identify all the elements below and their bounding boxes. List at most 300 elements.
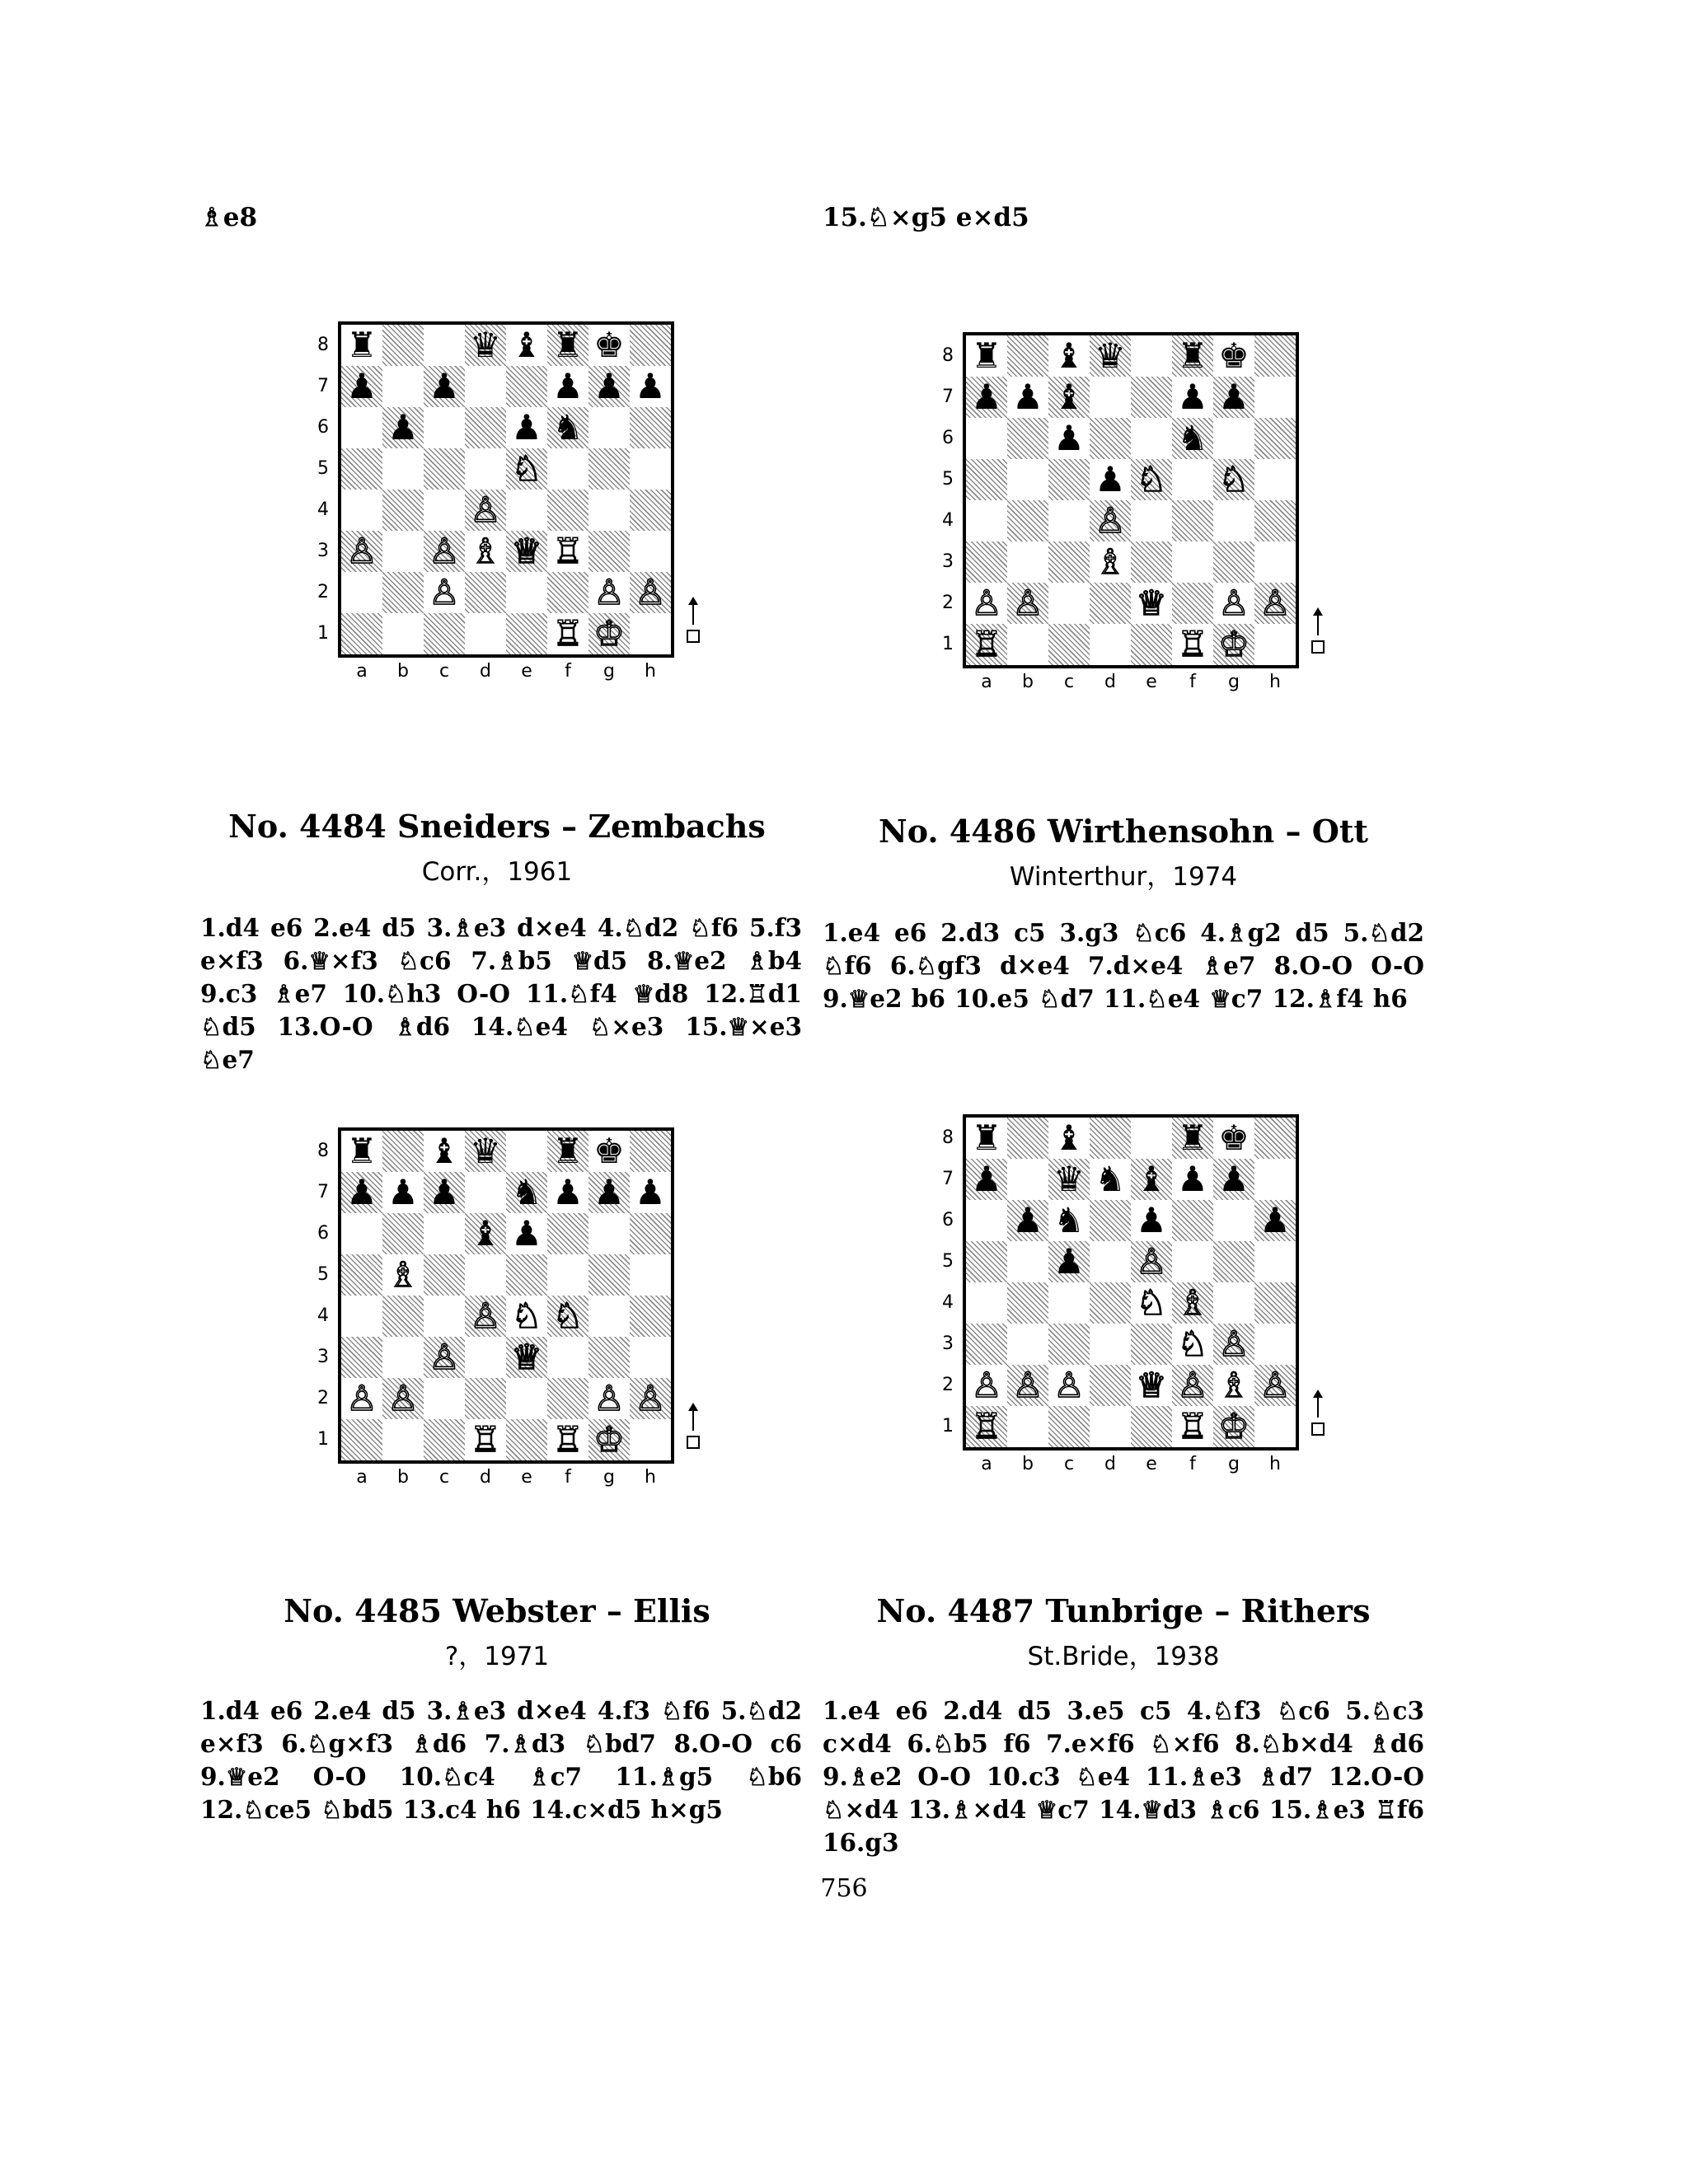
b3-square — [1007, 1324, 1048, 1365]
e5-square — [506, 1254, 547, 1296]
rank-label: 5 — [317, 458, 329, 479]
game-title-4487: No. 4487 Tunbrige – Rithers — [876, 1592, 1371, 1629]
black-rook-icon: ♜ — [1177, 335, 1208, 376]
g3-square — [1213, 541, 1254, 583]
b3-square — [382, 1337, 424, 1378]
g4-square — [1213, 1282, 1254, 1324]
e1-square — [1131, 624, 1172, 665]
f3-square — [1172, 541, 1213, 583]
black-pawn-icon: ♟ — [346, 366, 377, 406]
black-pawn-icon: ♟ — [1053, 418, 1085, 458]
g6-square — [588, 1213, 630, 1254]
black-king-icon: ♚ — [1218, 335, 1250, 376]
b7-square — [382, 366, 424, 407]
g6-square — [1213, 1200, 1254, 1241]
file-label: h — [645, 661, 656, 682]
a1-square — [341, 1419, 382, 1460]
black-pawn-icon: ♟ — [593, 1172, 625, 1212]
h6-square — [630, 1213, 671, 1254]
white-rook-icon: ♖ — [1177, 1406, 1208, 1446]
rank-label: 3 — [317, 1347, 329, 1367]
white-king-icon: ♔ — [1218, 1406, 1250, 1446]
page-number: 756 — [820, 1874, 868, 1903]
a3-square — [966, 1324, 1007, 1365]
b7-square — [1007, 1159, 1048, 1200]
rank-label: 1 — [942, 634, 954, 654]
rank-label: 4 — [942, 510, 954, 531]
f3-square — [547, 1337, 588, 1378]
rank-label: 2 — [317, 582, 329, 602]
white-queen-icon: ♕ — [511, 1337, 542, 1377]
black-knight-icon: ♞ — [1095, 1159, 1126, 1199]
white-pawn-icon: ♙ — [346, 531, 377, 571]
d6-square — [465, 407, 506, 448]
black-pawn-icon: ♟ — [1259, 1200, 1291, 1240]
rank-label: 8 — [317, 1141, 329, 1161]
d3-square — [465, 1337, 506, 1378]
white-pawn-icon: ♙ — [593, 1378, 625, 1418]
a5-square — [966, 1241, 1007, 1282]
chessboard — [338, 1127, 674, 1464]
e1-square — [506, 613, 547, 654]
g5-square — [1213, 1241, 1254, 1282]
white-rook-icon: ♖ — [552, 1419, 584, 1460]
white-rook-icon: ♖ — [552, 531, 584, 571]
g4-square — [1213, 500, 1254, 541]
c1-square — [1048, 1406, 1090, 1447]
white-rook-icon: ♖ — [1177, 624, 1208, 664]
white-pawn-icon: ♙ — [429, 572, 460, 612]
continuation-move-left: ♗e8 — [200, 203, 258, 232]
black-rook-icon: ♜ — [346, 1131, 377, 1171]
e8-square — [1131, 335, 1172, 377]
game-moves-4486: 1.e4 e6 2.d3 c5 3.g3 ♘c6 4.♗g2 d5 5.♘d2 ♘f6 6.♘gf3 d×e4 7.d×e4 ♗e7 8.O-O O-O 9.♕e2 b6 10.e5 ♘d7 11.♘e4 ♕c7 12.♗f4 h6 — [823, 918, 1424, 1013]
white-pawn-icon: ♙ — [635, 572, 666, 612]
e8-square — [1131, 1118, 1172, 1159]
h6-square — [630, 407, 671, 448]
rank-label: 3 — [317, 541, 329, 561]
white-pawn-icon: ♙ — [635, 1378, 666, 1418]
black-rook-icon: ♜ — [346, 325, 377, 365]
d5-square — [465, 1254, 506, 1296]
e7-square — [506, 366, 547, 407]
white-pawn-icon: ♙ — [429, 1337, 460, 1377]
black-queen-icon: ♛ — [470, 1131, 501, 1171]
black-pawn-icon: ♟ — [429, 366, 460, 406]
white-knight-icon: ♘ — [1218, 459, 1250, 499]
d4-square — [1090, 1282, 1131, 1324]
a4-square — [341, 1296, 382, 1337]
chessboard — [963, 332, 1299, 668]
game-title-4486: No. 4486 Wirthensohn – Ott — [879, 813, 1368, 850]
f5-square — [1172, 459, 1213, 500]
h3-square — [630, 531, 671, 572]
b1-square — [1007, 1406, 1048, 1447]
a6-square — [966, 1200, 1007, 1241]
d5-square — [465, 448, 506, 490]
white-bishop-icon: ♗ — [1095, 541, 1126, 582]
h8-square — [630, 325, 671, 366]
file-label: c — [438, 661, 450, 682]
c6-square — [424, 1213, 465, 1254]
g4-square — [588, 490, 630, 531]
white-rook-icon: ♖ — [552, 613, 584, 654]
b8-square — [382, 325, 424, 366]
white-pawn-icon: ♙ — [1259, 1365, 1291, 1405]
b1-square — [1007, 624, 1048, 665]
c1-square — [424, 613, 465, 654]
black-bishop-icon: ♝ — [429, 1131, 460, 1171]
white-bishop-icon: ♗ — [387, 1254, 419, 1295]
file-label: h — [645, 1467, 656, 1488]
d5-square — [1090, 1241, 1131, 1282]
d7-square — [465, 1172, 506, 1213]
file-label: h — [1269, 672, 1281, 692]
b8-square — [1007, 335, 1048, 377]
white-pawn-icon: ♙ — [1218, 1324, 1250, 1364]
black-bishop-icon: ♝ — [1053, 377, 1085, 417]
file-label: e — [1146, 1454, 1157, 1474]
e8-square — [506, 1131, 547, 1172]
f4-square — [547, 490, 588, 531]
black-pawn-icon: ♟ — [387, 407, 419, 448]
e7-square — [1131, 377, 1172, 418]
b4-square — [382, 1296, 424, 1337]
c4-square — [1048, 500, 1090, 541]
file-label: a — [356, 661, 368, 682]
game-event-4486: Winterthur，1974 — [1009, 862, 1238, 892]
black-pawn-icon: ♟ — [552, 1172, 584, 1212]
c4-square — [424, 490, 465, 531]
d1-square — [465, 613, 506, 654]
black-pawn-icon: ♟ — [511, 407, 542, 448]
h4-square — [1254, 500, 1296, 541]
rank-label: 1 — [942, 1416, 954, 1436]
file-label: d — [1104, 672, 1116, 692]
c8-square — [424, 325, 465, 366]
a2-square — [341, 572, 382, 613]
rank-label: 2 — [942, 1375, 954, 1395]
h3-square — [1254, 541, 1296, 583]
rank-label: 5 — [317, 1264, 329, 1285]
white-knight-icon: ♘ — [511, 448, 542, 489]
black-pawn-icon: ♟ — [1012, 1200, 1043, 1240]
a5-square — [341, 448, 382, 490]
d7-square — [1090, 377, 1131, 418]
file-label: a — [981, 1454, 992, 1474]
black-rook-icon: ♜ — [971, 335, 1002, 376]
file-label: e — [1146, 672, 1157, 692]
f2-square — [1172, 583, 1213, 624]
white-bishop-icon: ♗ — [1218, 1365, 1250, 1405]
file-label: d — [480, 1467, 491, 1488]
c5-square — [424, 448, 465, 490]
file-label: c — [438, 1467, 450, 1488]
black-pawn-icon: ♟ — [1053, 1241, 1085, 1282]
white-pawn-icon: ♙ — [1053, 1365, 1085, 1405]
white-pawn-icon: ♙ — [1012, 583, 1043, 623]
black-queen-icon: ♛ — [1053, 1159, 1085, 1199]
h1-square — [1254, 1406, 1296, 1447]
rank-label: 1 — [317, 1429, 329, 1450]
e4-square — [1131, 500, 1172, 541]
black-rook-icon: ♜ — [1177, 1118, 1208, 1158]
b8-square — [1007, 1118, 1048, 1159]
black-bishop-icon: ♝ — [1053, 1118, 1085, 1158]
rank-label: 7 — [942, 1169, 954, 1189]
white-pawn-icon: ♙ — [1012, 1365, 1043, 1405]
a5-square — [966, 459, 1007, 500]
file-label: g — [1228, 672, 1240, 692]
file-label: b — [397, 661, 409, 682]
f5-square — [547, 448, 588, 490]
d6-square — [1090, 1200, 1131, 1241]
c3-square — [1048, 1324, 1090, 1365]
game-event-4484: Corr.，1961 — [421, 857, 573, 887]
h5-square — [630, 1254, 671, 1296]
black-knight-icon: ♞ — [1053, 1200, 1085, 1240]
white-pawn-icon: ♙ — [1218, 583, 1250, 623]
file-label: b — [1022, 1454, 1034, 1474]
white-pawn-icon: ♙ — [387, 1378, 419, 1418]
h8-square — [630, 1131, 671, 1172]
a3-square — [966, 541, 1007, 583]
e3-square — [1131, 1324, 1172, 1365]
b8-square — [382, 1131, 424, 1172]
black-rook-icon: ♜ — [552, 325, 584, 365]
h8-square — [1254, 1118, 1296, 1159]
g6-square — [1213, 418, 1254, 459]
e6-square — [1131, 418, 1172, 459]
white-knight-icon: ♘ — [1136, 1282, 1167, 1323]
black-pawn-icon: ♟ — [635, 366, 666, 406]
e3-square — [1131, 541, 1172, 583]
black-knight-icon: ♞ — [552, 407, 584, 448]
file-label: g — [1228, 1454, 1240, 1474]
rank-label: 7 — [317, 376, 329, 396]
c1-square — [424, 1419, 465, 1460]
white-to-move-icon — [1311, 1394, 1327, 1444]
white-bishop-icon: ♗ — [470, 531, 501, 571]
c5-square — [424, 1254, 465, 1296]
d3-square — [1090, 1324, 1131, 1365]
black-pawn-icon: ♟ — [552, 366, 584, 406]
c3-square — [1048, 541, 1090, 583]
file-label: a — [356, 1467, 368, 1488]
file-label: f — [565, 1467, 571, 1488]
file-label: c — [1063, 1454, 1075, 1474]
b4-square — [1007, 1282, 1048, 1324]
black-pawn-icon: ♟ — [1218, 1159, 1250, 1199]
h4-square — [630, 490, 671, 531]
c2-square — [424, 1378, 465, 1419]
rank-label: 3 — [942, 551, 954, 572]
white-rook-icon: ♖ — [971, 1406, 1002, 1446]
game-moves-4487: 1.e4 e6 2.d4 d5 3.e5 c5 4.♘f3 ♘c6 5.♘c3 c×d4 6.♘b5 f6 7.e×f6 ♘×f6 8.♘b×d4 ♗d6 9.♗e2 O-O 10.c3 ♘e4 11.♗e3 ♗d7 12.O-O ♘×d4 13.♗×d4 ♕c7 14.♕d3 ♗c6 15.♗e3 ♖f6 16.g3 — [823, 1696, 1424, 1857]
black-pawn-icon: ♟ — [429, 1172, 460, 1212]
file-label: e — [521, 1467, 532, 1488]
a6-square — [341, 1213, 382, 1254]
h5-square — [1254, 459, 1296, 500]
chessboard — [338, 321, 674, 658]
rank-label: 6 — [942, 428, 954, 448]
d2-square — [465, 1378, 506, 1419]
file-label: f — [565, 661, 571, 682]
rank-label: 5 — [942, 469, 954, 490]
a4-square — [966, 500, 1007, 541]
d1-square — [1090, 624, 1131, 665]
g4-square — [588, 1296, 630, 1337]
black-queen-icon: ♛ — [470, 325, 501, 365]
h4-square — [1254, 1282, 1296, 1324]
e4-square — [506, 490, 547, 531]
black-pawn-icon: ♟ — [971, 1159, 1002, 1199]
f6-square — [1172, 1200, 1213, 1241]
b3-square — [1007, 541, 1048, 583]
game-moves-4484: 1.d4 e6 2.e4 d5 3.♗e3 d×e4 4.♘d2 ♘f6 5.f3 e×f3 6.♕×f3 ♘c6 7.♗b5 ♕d5 8.♕e2 ♗b4 9.c3 ♗e7 10.♘h3 O-O 11.♘f4 ♕d8 12.♖d1 ♘d5 13.O-O ♗d6 14.♘e4 ♘×e3 15.♕×e3 ♘e7 — [200, 913, 802, 1074]
h3-square — [630, 1337, 671, 1378]
f5-square — [1172, 1241, 1213, 1282]
file-label: a — [981, 672, 992, 692]
black-king-icon: ♚ — [593, 325, 625, 365]
file-label: e — [521, 661, 532, 682]
g6-square — [588, 407, 630, 448]
white-rook-icon: ♖ — [470, 1419, 501, 1460]
f2-square — [547, 1378, 588, 1419]
a3-square — [341, 1337, 382, 1378]
e1-square — [506, 1419, 547, 1460]
g5-square — [588, 1254, 630, 1296]
g3-square — [588, 1337, 630, 1378]
black-pawn-icon: ♟ — [971, 377, 1002, 417]
rank-label: 4 — [317, 1305, 329, 1326]
g5-square — [588, 448, 630, 490]
black-pawn-icon: ♟ — [387, 1172, 419, 1212]
file-label: b — [397, 1467, 409, 1488]
white-pawn-icon: ♙ — [1095, 500, 1126, 541]
black-rook-icon: ♜ — [552, 1131, 584, 1171]
black-pawn-icon: ♟ — [1012, 377, 1043, 417]
white-knight-icon: ♘ — [511, 1296, 542, 1336]
b6-square — [1007, 418, 1048, 459]
d6-square — [1090, 418, 1131, 459]
black-knight-icon: ♞ — [1177, 418, 1208, 458]
black-pawn-icon: ♟ — [1177, 1159, 1208, 1199]
rank-label: 4 — [317, 499, 329, 520]
white-pawn-icon: ♙ — [971, 1365, 1002, 1405]
white-pawn-icon: ♙ — [470, 490, 501, 530]
d1-square — [1090, 1406, 1131, 1447]
white-king-icon: ♔ — [593, 1419, 625, 1460]
a1-square — [341, 613, 382, 654]
white-knight-icon: ♘ — [1136, 459, 1167, 499]
rank-label: 8 — [317, 335, 329, 355]
file-label: f — [1189, 1454, 1196, 1474]
white-pawn-icon: ♙ — [593, 572, 625, 612]
b6-square — [382, 1213, 424, 1254]
continuation-move-right: 15.♘×g5 e×d5 — [823, 203, 1029, 232]
c5-square — [1048, 459, 1090, 500]
white-pawn-icon: ♙ — [429, 531, 460, 571]
c4-square — [424, 1296, 465, 1337]
a6-square — [966, 418, 1007, 459]
h1-square — [630, 1419, 671, 1460]
rank-label: 2 — [942, 593, 954, 613]
black-pawn-icon: ♟ — [346, 1172, 377, 1212]
white-knight-icon: ♘ — [552, 1296, 584, 1336]
d7-square — [465, 366, 506, 407]
h3-square — [1254, 1324, 1296, 1365]
black-knight-icon: ♞ — [511, 1172, 542, 1212]
white-queen-icon: ♕ — [1136, 583, 1167, 623]
h5-square — [1254, 1241, 1296, 1282]
black-rook-icon: ♜ — [971, 1118, 1002, 1158]
file-label: g — [603, 661, 615, 682]
white-rook-icon: ♖ — [971, 624, 1002, 664]
black-bishop-icon: ♝ — [470, 1213, 501, 1254]
rank-label: 1 — [317, 623, 329, 644]
a4-square — [341, 490, 382, 531]
a5-square — [341, 1254, 382, 1296]
d2-square — [1090, 583, 1131, 624]
rank-label: 8 — [942, 1127, 954, 1148]
game-event-4485: ?，1971 — [444, 1642, 550, 1671]
h4-square — [630, 1296, 671, 1337]
white-king-icon: ♔ — [593, 613, 625, 654]
black-queen-icon: ♛ — [1095, 335, 1126, 376]
h5-square — [630, 448, 671, 490]
b2-square — [382, 572, 424, 613]
white-to-move-icon — [1311, 612, 1327, 662]
b4-square — [382, 490, 424, 531]
game-event-4487: St.Bride，1938 — [1027, 1642, 1220, 1671]
black-pawn-icon: ♟ — [593, 366, 625, 406]
rank-label: 6 — [317, 417, 329, 438]
file-label: c — [1063, 672, 1075, 692]
b1-square — [382, 1419, 424, 1460]
white-pawn-icon: ♙ — [1177, 1365, 1208, 1405]
file-label: f — [1189, 672, 1196, 692]
white-pawn-icon: ♙ — [1136, 1241, 1167, 1282]
e1-square — [1131, 1406, 1172, 1447]
h1-square — [1254, 624, 1296, 665]
white-bishop-icon: ♗ — [1177, 1282, 1208, 1323]
rank-label: 3 — [942, 1333, 954, 1354]
rank-label: 8 — [942, 345, 954, 366]
h6-square — [1254, 418, 1296, 459]
rank-label: 7 — [317, 1182, 329, 1202]
b5-square — [1007, 1241, 1048, 1282]
white-queen-icon: ♕ — [1136, 1365, 1167, 1405]
rank-label: 6 — [317, 1223, 329, 1244]
white-queen-icon: ♕ — [511, 531, 542, 571]
game-title-4485: No. 4485 Webster – Ellis — [284, 1592, 710, 1629]
white-pawn-icon: ♙ — [971, 583, 1002, 623]
file-label: d — [1104, 1454, 1116, 1474]
black-pawn-icon: ♟ — [1136, 1200, 1167, 1240]
f2-square — [547, 572, 588, 613]
game-moves-4485: 1.d4 e6 2.e4 d5 3.♗e3 d×e4 4.f3 ♘f6 5.♘d2 e×f3 6.♘g×f3 ♗d6 7.♗d3 ♘bd7 8.O-O c6 9.♕e2 O-O 10.♘c4 ♗c7 11.♗g5 ♘b6 12.♘ce5 ♘bd5 13.c4 h6 14.c×d5 h×g5 — [200, 1696, 802, 1824]
chessboard — [963, 1114, 1299, 1451]
a6-square — [341, 407, 382, 448]
file-label: g — [603, 1467, 615, 1488]
f5-square — [547, 1254, 588, 1296]
a4-square — [966, 1282, 1007, 1324]
h8-square — [1254, 335, 1296, 377]
rank-label: 4 — [942, 1292, 954, 1313]
c2-square — [1048, 583, 1090, 624]
white-pawn-icon: ♙ — [470, 1296, 501, 1336]
